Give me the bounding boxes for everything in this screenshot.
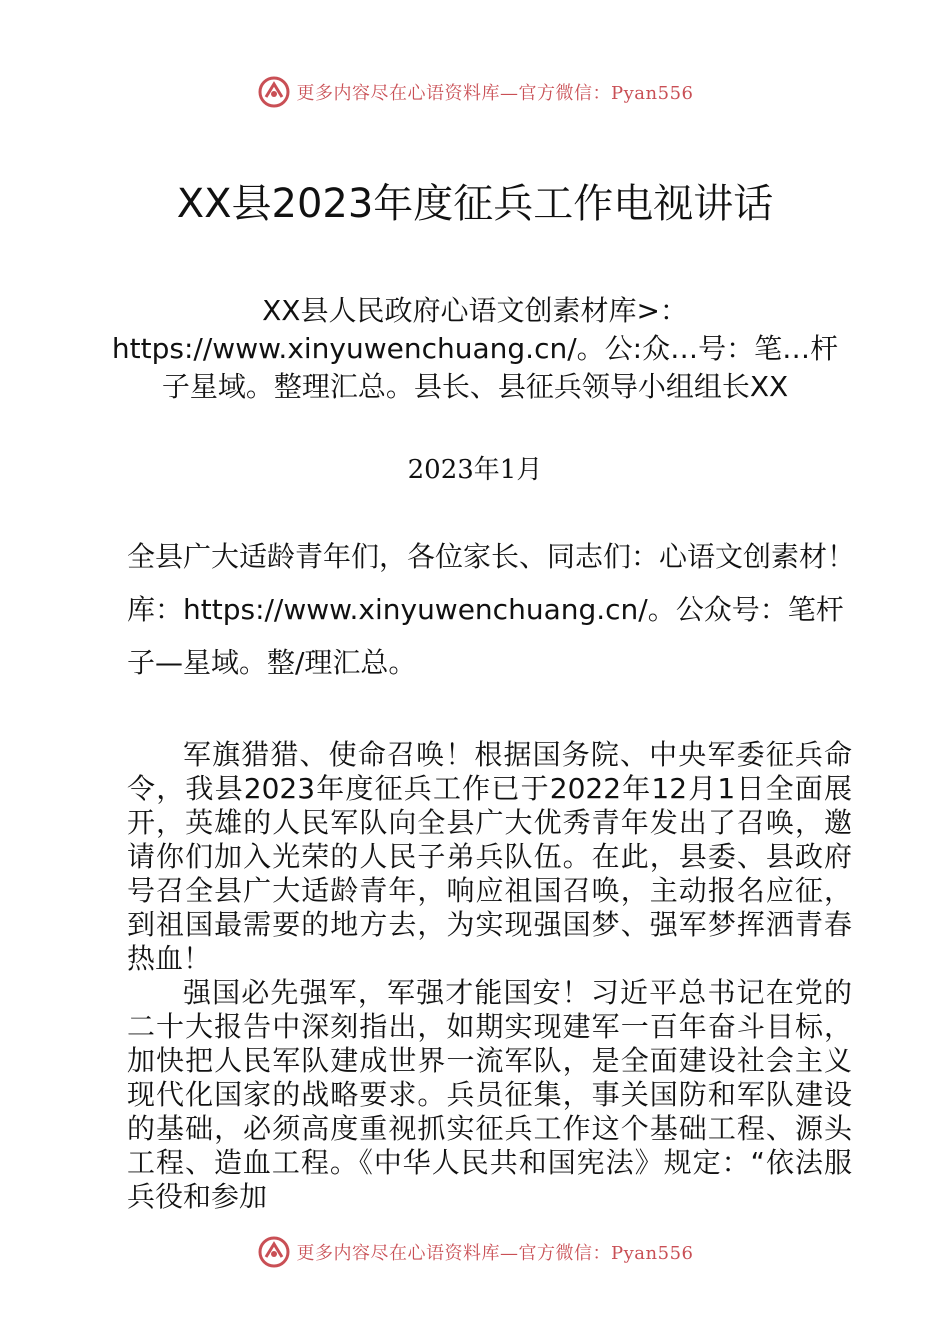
document-date: 2023年1月	[407, 455, 543, 485]
body-paragraph: 军旗猎猎、使命召唤！根据国务院、中央军委征兵命令，我县2023年度征兵工作已于2022年12月1日全面展开，英雄的人民军队向全县广大优秀青年发出了召唤，邀请你们加入光荣的人民子弟兵队伍。在此，县委、县政府号召全县广大适龄青年，响应祖国召唤，主动报名应征，到祖国最需要的地方去，为实现强国梦、强军梦挥洒青春热血！	[127, 738, 852, 975]
footer-banner-text: 更多内容尽在心语资料库—官方微信：Pyan556	[296, 1243, 694, 1264]
red-seal-logo-icon	[257, 1235, 291, 1269]
salutation: 全县广大适龄青年们，各位家长、同志们：心语文创素材！库：https://www.xinyuwenchuang.cn/。公众号：笔杆子—星域。整/理汇总。	[127, 540, 856, 679]
header-banner-text: 更多内容尽在心语资料库—官方微信：Pyan556	[296, 83, 694, 104]
footer-banner	[0, 1232, 950, 1272]
body-paragraph: 强国必先强军，军强才能国安！习近平总书记在党的二十大报告中深刻指出，如期实现建军一百年奋斗目标，加快把人民军队建成世界一流军队，是全面建设社会主义现代化国家的战略要求。兵员征集，事关国防和军队建设的基础，必须高度重视抓实征兵工作这个基础工程、源头工程、造血工程。《中华人民共和国宪法》规定：“依法服兵役和参加	[127, 976, 852, 1213]
header-banner	[0, 72, 950, 112]
red-seal-logo-icon	[257, 75, 291, 109]
document-title: XX县2023年度征兵工作电视讲话	[176, 181, 774, 227]
author-line: XX县人民政府心语文创素材库>：https://www.xinyuwenchuang.cn/。公:众…号：笔…杆子星域。整理汇总。县长、县征兵领导小组组长XX	[111, 294, 839, 403]
document-body	[127, 738, 852, 1214]
